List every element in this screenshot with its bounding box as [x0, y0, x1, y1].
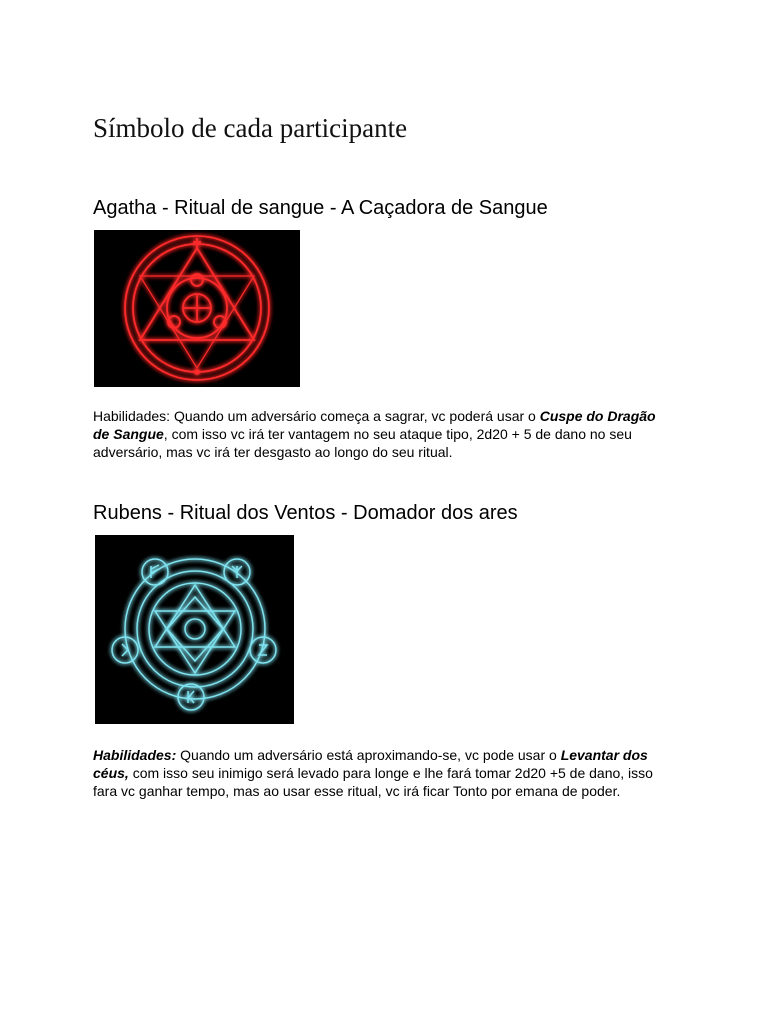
section-heading-agatha: Agatha - Ritual de sangue - A Caçadora de Sangue	[93, 197, 548, 219]
abilities-label: Habilidades:	[93, 408, 171, 424]
page-title: Símbolo de cada participante	[93, 113, 408, 143]
abilities-paragraph-rubens	[93, 746, 673, 800]
abilities-text-part2: , com isso vc irá ter vantagem no seu ataque tipo, 2d20 + 5 de dano no seu adversário, mas vc irá ter desgasto ao longo do seu ritual.	[93, 426, 632, 460]
abilities-label: Habilidades:	[93, 747, 177, 763]
blue-rune-circle-icon	[95, 535, 294, 724]
wind-ritual-symbol-image	[95, 535, 294, 724]
red-transmutation-circle-icon	[94, 230, 300, 387]
abilities-paragraph-agatha	[93, 407, 673, 461]
abilities-text-part2: com isso seu inimigo será levado para longe e lhe fará tomar 2d20 +5 de dano, isso fara vc ganhar tempo, mas ao usar esse ritual, vc irá ficar Tonto por emana de poder.	[93, 765, 653, 799]
abilities-text-part1: Quando um adversário está aproximando-se, vc pode usar o	[176, 747, 561, 763]
abilities-text-part1: Quando um adversário começa a sagrar, vc poderá usar o	[170, 408, 540, 424]
section-heading-rubens: Rubens - Ritual dos Ventos - Domador dos ares	[93, 502, 518, 524]
ability-name: Levantar dos céus,	[93, 747, 648, 781]
blood-ritual-symbol-image	[94, 230, 300, 387]
ability-name: Cuspe do Dragão de Sangue	[93, 408, 656, 442]
